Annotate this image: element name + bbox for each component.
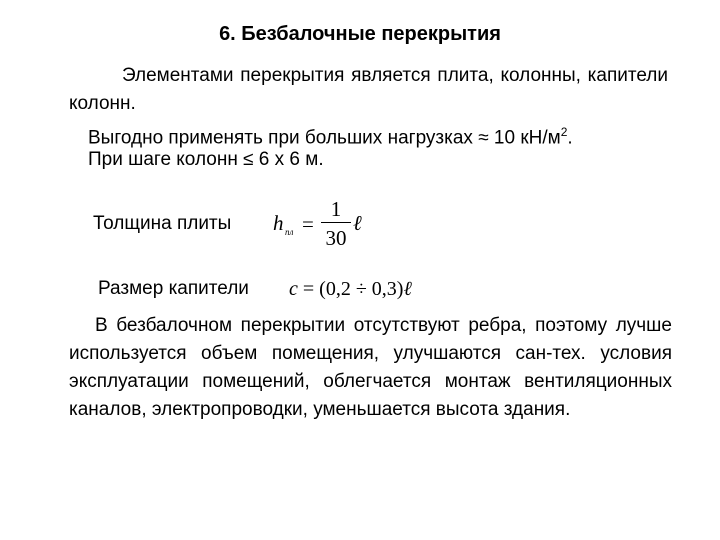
fraction-denominator: 30	[325, 226, 347, 250]
capital-span-symbol: ℓ	[403, 278, 412, 300]
capital-formula	[289, 275, 412, 303]
load-text: Выгодно применять при больших нагрузках ≈ 10 кН/м	[88, 127, 561, 149]
capital-variable: c	[289, 278, 298, 300]
thickness-subscript: пл	[285, 227, 294, 237]
fraction-bar	[321, 222, 351, 223]
thickness-fraction	[321, 197, 351, 250]
load-period: .	[567, 127, 573, 149]
paragraph-elements: Элементами перекрытия является плита, колонны, капители колонн.	[69, 65, 668, 114]
capital-expression: = (0,2 ÷ 0,3)	[297, 278, 404, 300]
capital-label: Размер капители	[98, 278, 249, 299]
slide-title: 6. Безбалочные перекрытия	[219, 23, 501, 45]
thickness-label: Толщина плиты	[93, 213, 232, 234]
thickness-equals: =	[302, 212, 314, 236]
load-unit-exponent: 2	[560, 125, 568, 139]
thickness-formula	[273, 197, 373, 253]
fraction-numerator: 1	[330, 197, 342, 221]
thickness-variable: h	[273, 211, 284, 235]
paragraph-advantages: В безбалочном перекрытии отсутствуют ребра, поэтому лучше используется объем помещения, улучшаются сан-тех. условия эксплуатации помещений, облегчается монтаж вентиляционных каналов, электропроводки, уменьшается высота здания.	[69, 315, 672, 420]
thickness-span-symbol: ℓ	[353, 211, 362, 235]
paragraph-column-spacing: При шаге колонн ≤ 6 х 6 м.	[88, 149, 324, 170]
